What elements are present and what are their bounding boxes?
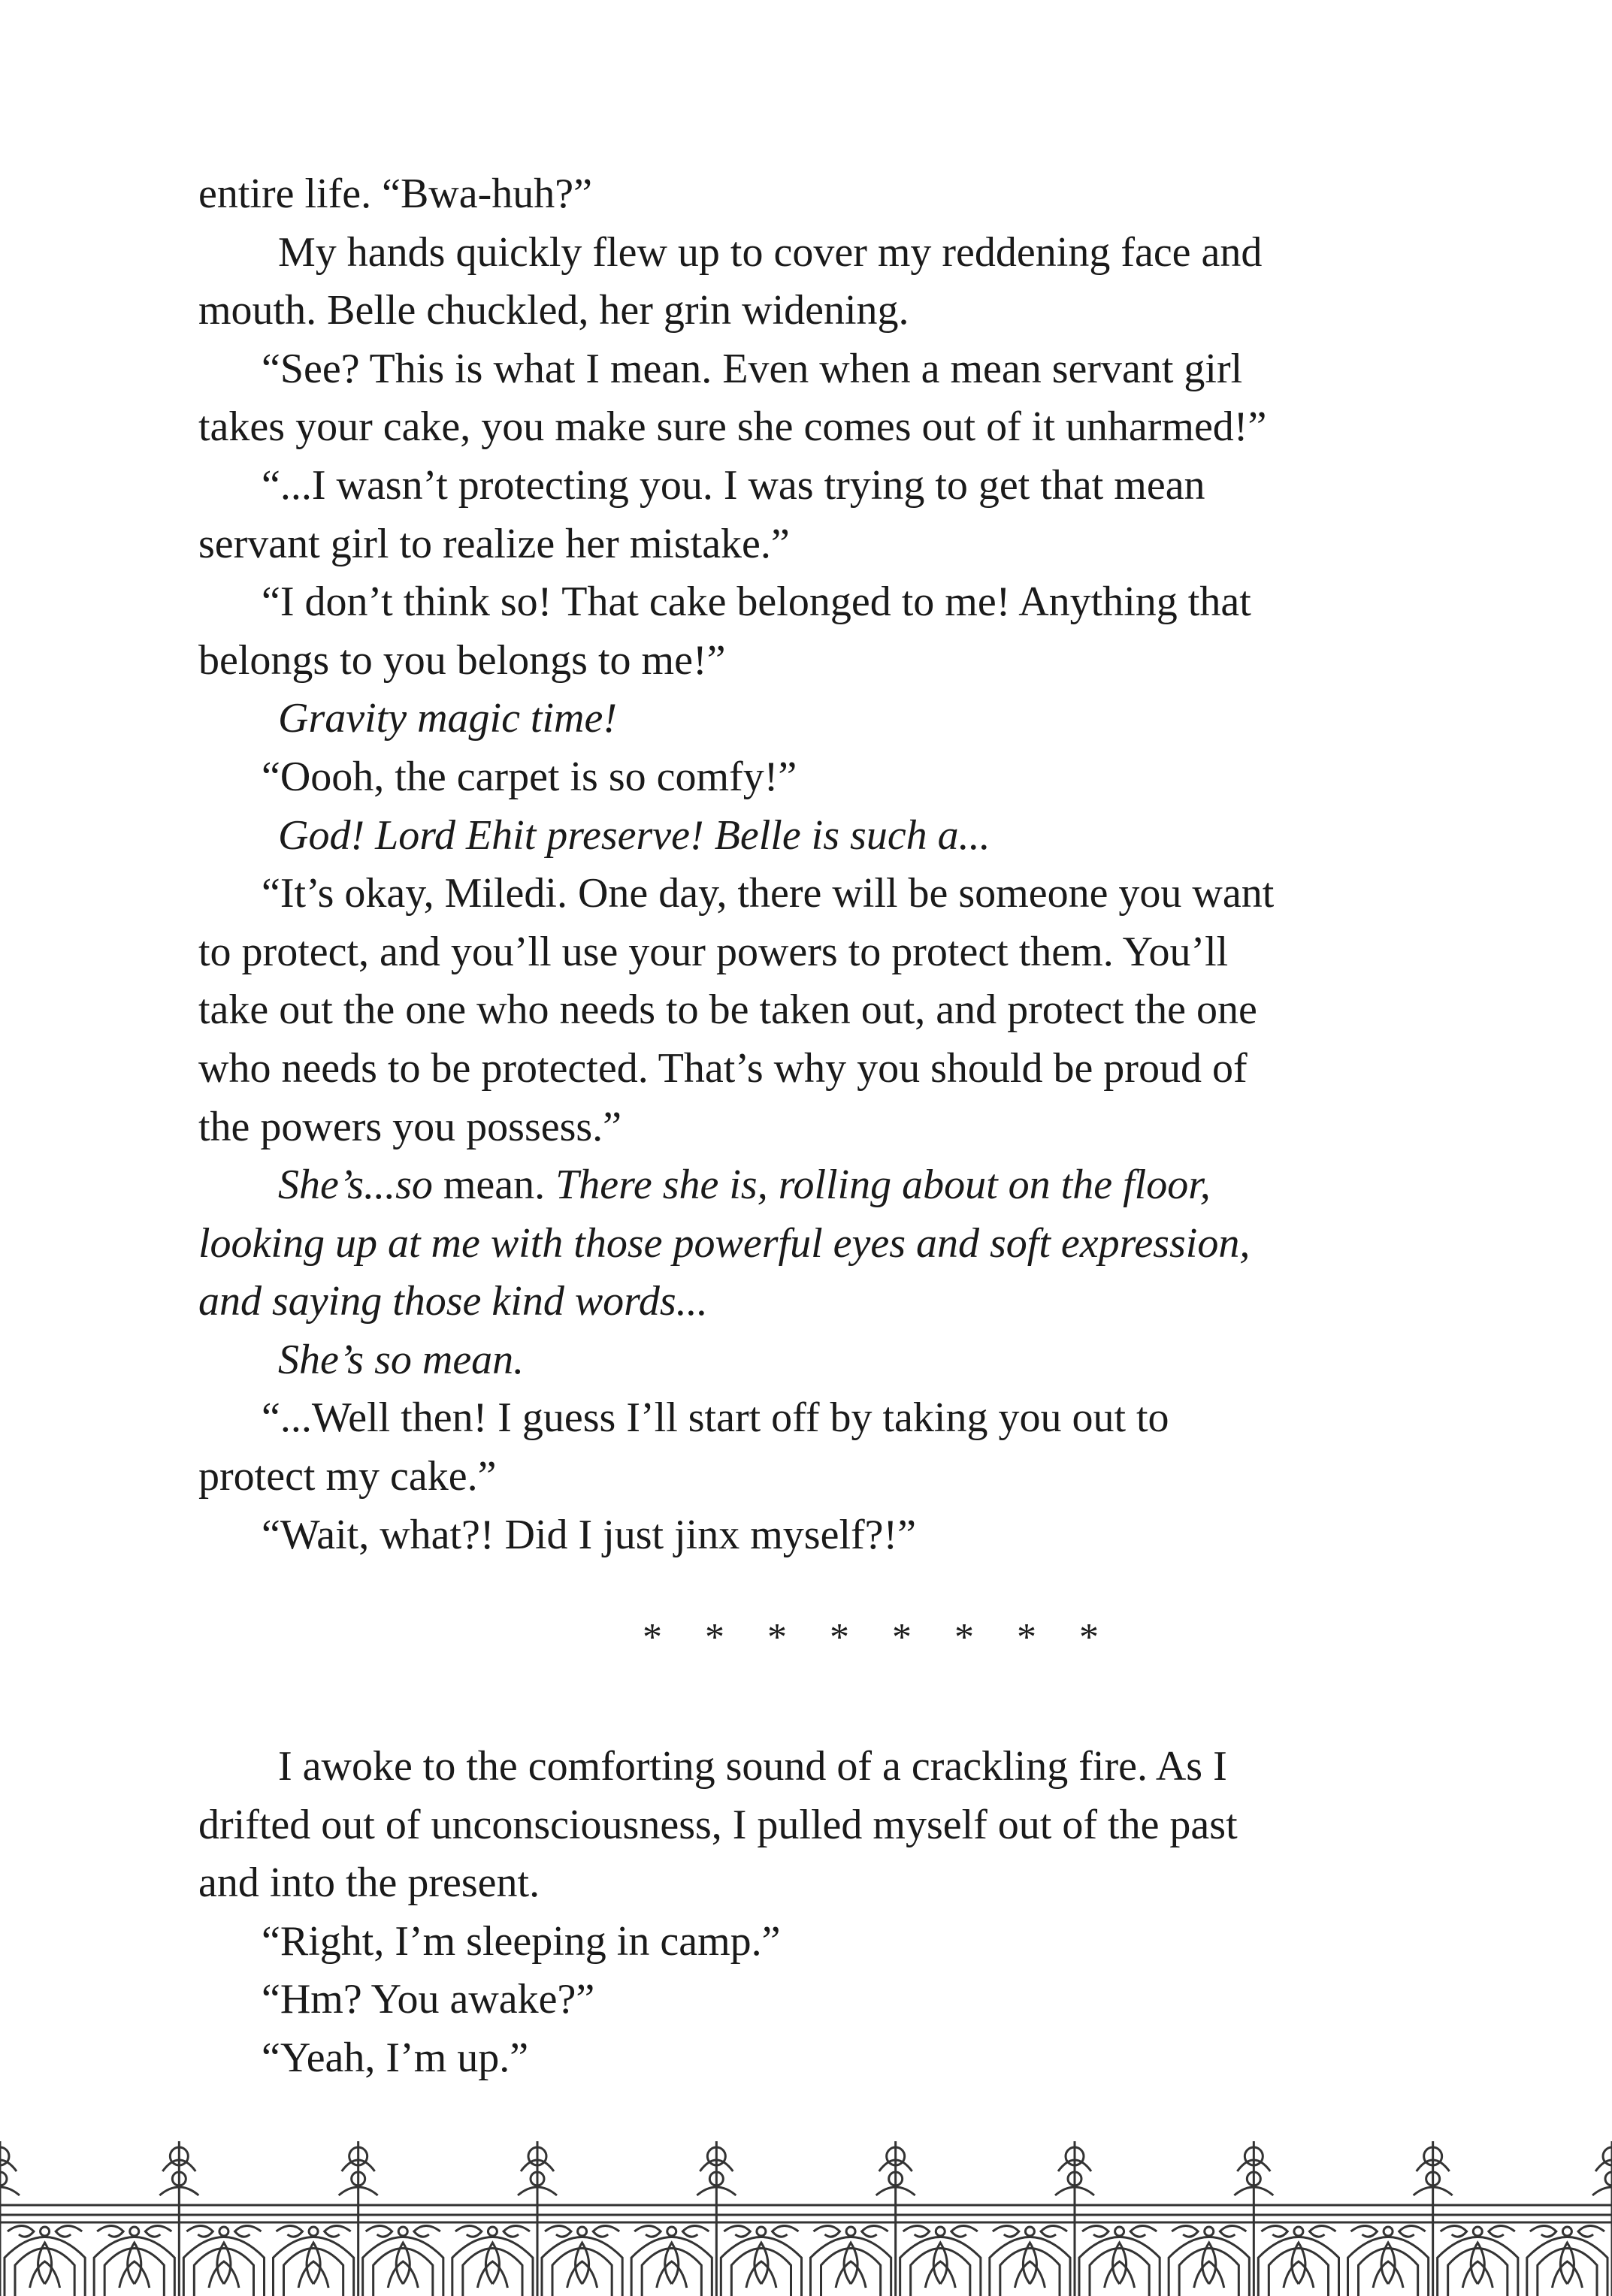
wrought-iron-fence-ornament-icon: [0, 2126, 1612, 2296]
text-line: [198, 1971, 1476, 2029]
text-segment: mean.: [432, 1162, 556, 1209]
text-line: [198, 1389, 1476, 1448]
text-line: [198, 457, 1476, 515]
text-segment: who needs to be protected. That’s why you should be proud of: [198, 1044, 1248, 1092]
text-segment: “Wait, what?! Did I just jinx myself?!”: [262, 1511, 917, 1558]
text-segment: “Hm? You awake?”: [262, 1976, 595, 2023]
text-segment: She’s so mean.: [278, 1336, 525, 1383]
text-line: [198, 1215, 1476, 1273]
text-line: [198, 2029, 1476, 2088]
body-text: [198, 165, 1476, 1564]
text-segment: She’s...so: [278, 1162, 433, 1209]
text-line: [198, 1448, 1476, 1506]
text-segment: “Oooh, the carpet is so comfy!”: [262, 753, 797, 800]
text-segment: entire life. “Bwa-huh?”: [198, 171, 592, 217]
text-line: [198, 1156, 1476, 1215]
text-line: [198, 1738, 1476, 1796]
text-segment: “I don’t think so! That cake belonged to me! Anything that: [262, 579, 1251, 626]
text-line: [198, 690, 1476, 748]
text-line: [198, 981, 1476, 1040]
text-line: [198, 1913, 1476, 1971]
text-segment: “...Well then! I guess I’ll start off by taking you out to: [262, 1394, 1169, 1442]
text-line: [198, 340, 1476, 399]
text-segment: I awoke to the comforting sound of a crackling fire. As I: [278, 1743, 1227, 1790]
text-line: [198, 515, 1476, 574]
text-segment: takes your cake, you make sure she comes out of it unharmed!”: [198, 403, 1267, 451]
text-line: [198, 632, 1476, 690]
text-line: [198, 165, 1476, 224]
text-line: [198, 1040, 1476, 1098]
text-line: [198, 923, 1476, 982]
text-segment: protect my cake.”: [198, 1453, 497, 1500]
text-segment: There she is, rolling about on the floor,: [555, 1162, 1211, 1209]
body-text-after-break: [198, 1738, 1476, 2088]
scene-break: * * * * * * * *: [643, 1616, 1115, 1659]
text-segment: looking up at me with those powerful eyes and soft expression,: [198, 1219, 1251, 1267]
text-line: [198, 1273, 1476, 1331]
text-segment: the powers you possess.”: [198, 1103, 622, 1150]
text-line: [198, 224, 1476, 282]
text-line: [198, 748, 1476, 807]
text-line: [198, 1098, 1476, 1157]
text-segment: belongs to you belongs to me!”: [198, 636, 726, 684]
text-line: [198, 1854, 1476, 1913]
text-line: [198, 807, 1476, 866]
text-segment: “Right, I’m sleeping in camp.”: [262, 1917, 781, 1965]
text-segment: servant girl to realize her mistake.”: [198, 520, 790, 567]
text-segment: to protect, and you’ll use your powers to protect them. You’ll: [198, 928, 1229, 975]
text-line: [198, 1506, 1476, 1565]
text-line: [198, 865, 1476, 923]
text-line: [198, 573, 1476, 632]
text-line: [198, 1796, 1476, 1855]
text-segment: and saying those kind words...: [198, 1278, 708, 1325]
text-line: [198, 282, 1476, 340]
text-segment: drifted out of unconsciousness, I pulled myself out of the past: [198, 1801, 1238, 1848]
text-line: [198, 1331, 1476, 1390]
text-segment: My hands quickly flew up to cover my reddening face and: [278, 228, 1263, 276]
text-segment: “It’s okay, Miledi. One day, there will be someone you want: [262, 870, 1275, 917]
text-line: [198, 398, 1476, 457]
text-segment: take out the one who needs to be taken out, and protect the one: [198, 986, 1257, 1034]
text-segment: God! Lord Ehit preserve! Belle is such a...: [278, 811, 990, 859]
text-segment: and into the present.: [198, 1859, 540, 1907]
text-segment: mouth. Belle chuckled, her grin widening.: [198, 287, 909, 334]
text-segment: Gravity magic time!: [278, 695, 617, 742]
text-segment: “Yeah, I’m up.”: [262, 2034, 529, 2081]
text-segment: “...I wasn’t protecting you. I was trying to get that mean: [262, 461, 1205, 509]
text-segment: “See? This is what I mean. Even when a mean servant girl: [262, 345, 1243, 392]
